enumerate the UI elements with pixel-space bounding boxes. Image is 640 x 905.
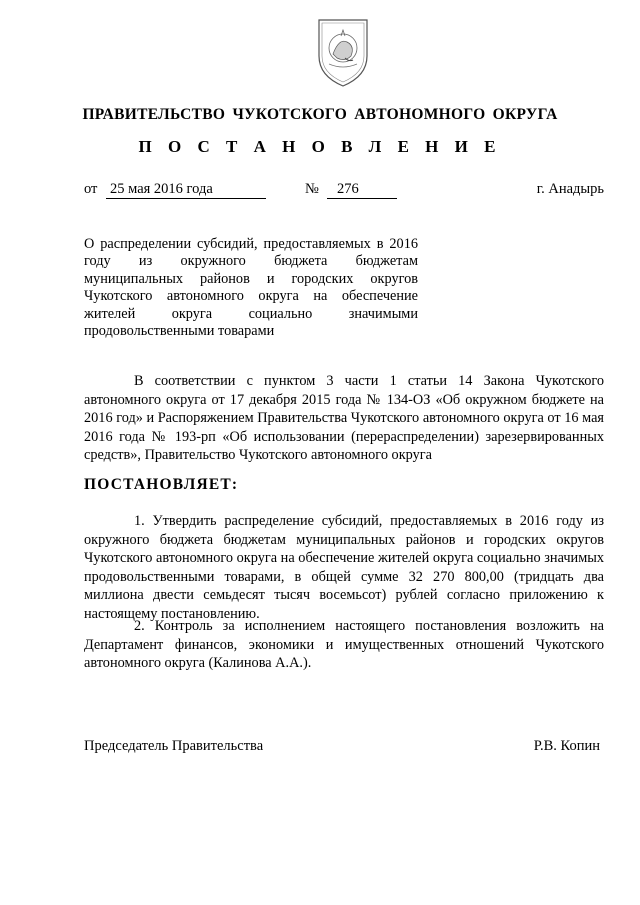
document-city: г. Анадырь [536, 181, 604, 197]
document-type: П О С Т А Н О В Л Е Н И Е [138, 137, 502, 156]
clause-1: 1. Утвердить распределение субсидий, предоставляемых в 2016 году из окружного бюджета бюджетам муниципальных районов и городских округов Чукотского автономного округа на обеспечение жителей округа социально значимых продовольственными товарами, в общей сумме 32 270 800,00 (тридцать два миллиона двести семьдесят тысяч восемьсот) рублей согласно приложению к настоящему постановлению. [84, 513, 604, 622]
org-title: ПРАВИТЕЛЬСТВО ЧУКОТСКОГО АВТОНОМНОГО ОКРУГА [82, 106, 558, 123]
decree-heading: ПОСТАНОВЛЯЕТ: [84, 476, 239, 493]
document-subject: О распределении субсидий, предоставляемых в 2016 году из окружного бюджета бюджетам муниципальных районов и городских округов Чукотского автономного округа на обеспечение жителей округа социально значимыми продовольственными товарами [84, 236, 418, 340]
date-label: от [84, 181, 98, 197]
signer-position: Председатель Правительства [84, 738, 264, 754]
coat-of-arms-icon [311, 16, 375, 88]
clause-2: 2. Контроль за исполнением настоящего постановления возложить на Департамент финансов, экономики и имущественных отношений Чукотского автономного округа (Калинова А.А.). [84, 618, 604, 672]
preamble-paragraph: В соответствии с пунктом 3 части 1 статьи 14 Закона Чукотского автономного округа от 17 декабря 2015 года № 134-ОЗ «Об окружном бюджете на 2016 год» и Распоряжением Правительства Чукотского автономного округа от 16 мая 2016 года № 193-рп «Об использовании (перераспределении) зарезервированных средств», Правительство Чукотского автономного округа [84, 373, 604, 464]
signer-name: Р.В. Копин [533, 738, 600, 754]
document-number: 276 [327, 181, 397, 199]
document-meta [84, 181, 604, 201]
number-label: № [305, 181, 319, 197]
document-date: 25 мая 2016 года [106, 181, 266, 199]
